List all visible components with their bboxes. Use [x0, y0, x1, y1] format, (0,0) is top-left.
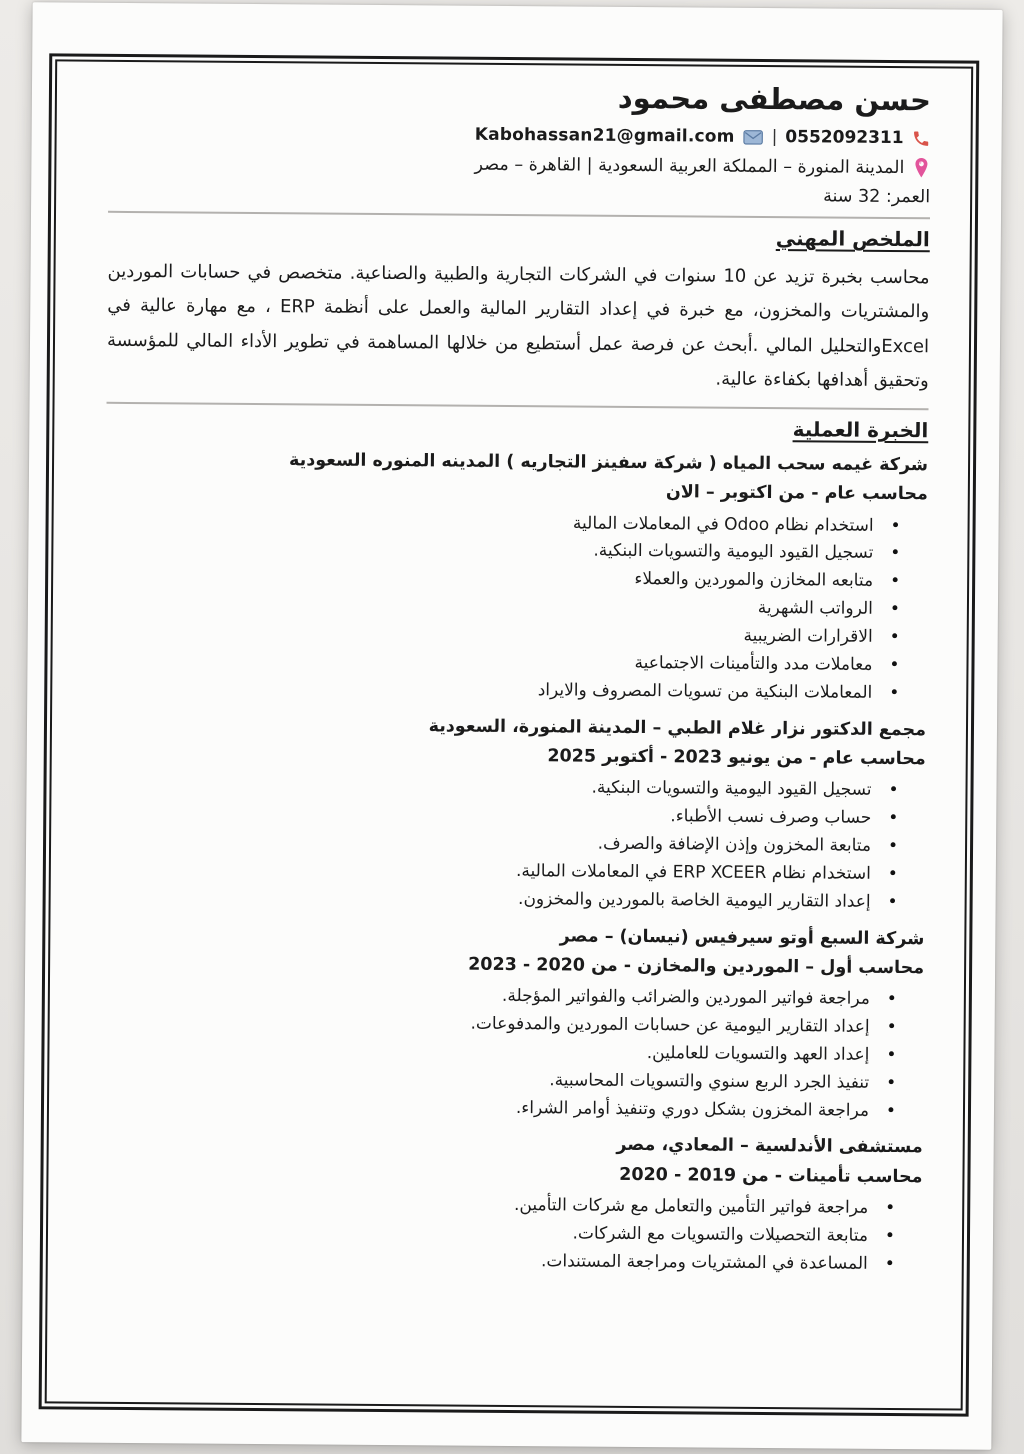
duty-item: • إعداد التقارير اليومية الخاصة بالموردين والمخزون.	[103, 882, 901, 916]
duties-list	[101, 980, 924, 1126]
age-text: العمر: 32 سنة	[823, 186, 931, 208]
duty-item: • الاقرارات الضريبية	[105, 618, 903, 652]
cv-content	[47, 61, 971, 1408]
duty-item: • حساب وصرف نسب الأطباء.	[103, 799, 901, 833]
job-title: محاسب عام - من يونيو 2023 - أكتوبر 2025	[547, 746, 926, 770]
duty-item: • استخدام نظام ERP XCEER في المعاملات المالية.	[103, 855, 901, 889]
duty-item: • متابعه المخازن والموردين والعملاء	[105, 562, 903, 596]
phone-icon	[912, 129, 931, 148]
duties-list	[104, 506, 928, 708]
contact-row	[109, 122, 931, 148]
summary-paragraph: محاسب بخبرة تزيد عن 10 سنوات في الشركات التجارية والطبية والصناعية. متخصص في حسابات الموردين والمشتريات والمخزون، مع خبرة في إعداد التقارير المالية والعمل على أنظمة ERP ، مع مهارة عالية في Excelوالتحليل المالي .أبحث عن فرصة عمل أستطيع من خلالها المساهمة في تطوير الأداء المالي للمؤسسة وتحقيق أهدافها بكفاءة عالية.	[106, 261, 930, 392]
section-divider	[108, 211, 930, 219]
cv-page	[21, 2, 1002, 1450]
duties-list	[100, 1189, 923, 1279]
location-row	[108, 151, 930, 178]
company-name: مجمع الدكتور نزار غلام الطبي – المدينة المنورة، السعودية	[428, 715, 927, 740]
company-name: مستشفى الأندلسية – المعادي، مصر	[616, 1135, 923, 1158]
duty-item: • إعداد العهد والتسويات للعاملين.	[101, 1036, 899, 1070]
experience-heading: الخبرة العملية	[792, 417, 929, 443]
duty-item: • تنفيذ الجرد الربع سنوي والتسويات المحاسبية.	[101, 1063, 899, 1097]
duty-item: • تسجيل القيود اليومية والتسويات البنكية.	[103, 771, 901, 805]
location-text: المدينة المنورة – المملكة العربية السعودية | القاهرة – مصر	[474, 154, 905, 178]
person-name: حسن مصطفى محمود	[617, 80, 932, 118]
page-border-frame	[39, 53, 980, 1416]
job-entry-1	[104, 446, 928, 708]
section-divider	[107, 402, 929, 410]
email-icon	[743, 130, 764, 145]
duty-item: • معاملات مدد والتأمينات الاجتماعية	[104, 646, 902, 680]
duty-item: • مراجعة المخزون بشكل دوري وتنفيذ أوامر الشراء.	[101, 1091, 899, 1125]
duty-item: • تسجيل القيود اليومية والتسويات البنكية.	[105, 534, 903, 568]
duty-item: • متابعة التحصيلات والتسويات مع الشركات.	[100, 1217, 898, 1251]
duty-item: • الرواتب الشهرية	[105, 590, 903, 624]
email-address: Kabohassan21@gmail.com	[474, 124, 735, 147]
summary-heading: الملخص المهني	[775, 226, 930, 252]
job-title: محاسب عام - من اكتوبر – الان	[665, 482, 928, 505]
duty-item: • مراجعة فواتير الموردين والضرائب والفواتير المؤجلة.	[102, 980, 900, 1014]
duty-item: • مراجعة فواتير التأمين والتعامل مع شركات التأمين.	[100, 1189, 898, 1223]
company-name: شركة غيمه سحب المياه ( شركة سفينز التجاريه ) المدينه المنوره السعودية	[288, 450, 929, 476]
job-entry-3	[101, 919, 925, 1125]
page-border-inner	[45, 59, 974, 1410]
duty-item: • استخدام نظام Odoo في المعاملات المالية	[105, 506, 903, 540]
duty-item: • إعداد التقارير اليومية عن حسابات الموردين والمدفوعات.	[102, 1008, 900, 1042]
duties-list	[103, 771, 926, 917]
job-title: محاسب تأمينات - من 2019 - 2020	[619, 1164, 923, 1187]
job-entry-4	[100, 1128, 923, 1279]
duty-item: • متابعة المخزون وإذن الإضافة والصرف.	[103, 827, 901, 861]
company-name: شركة السبع أوتو سيرفيس (نيسان) – مصر	[559, 925, 925, 949]
duty-item: • المساعدة في المشتريات ومراجعة المستندات.	[100, 1244, 898, 1278]
job-entry-2	[103, 710, 927, 916]
duty-item: • المعاملات البنكية من تسويات المصروف والايراد	[104, 674, 902, 708]
location-pin-icon	[912, 157, 930, 178]
contact-separator: |	[771, 127, 778, 148]
phone-number: 0552092311	[785, 127, 904, 149]
job-title: محاسب أول – الموردين والمخازن - من 2020 - 2023	[468, 954, 925, 978]
